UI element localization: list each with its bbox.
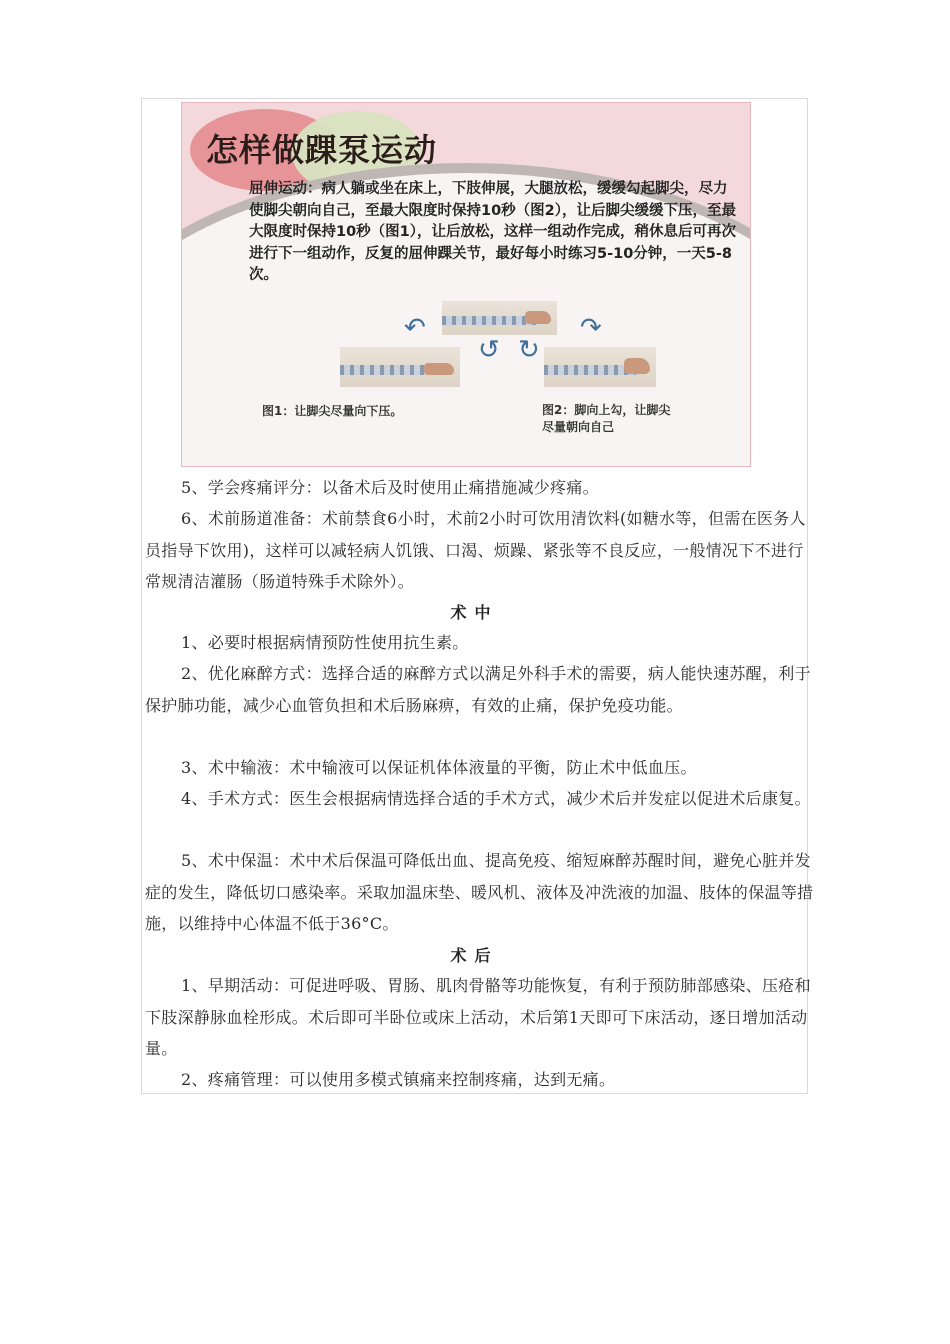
arrow-up-icon: ↺ <box>478 335 500 365</box>
poster-title: 怎样做踝泵运动 <box>206 131 438 169</box>
caption-figure-1: 图1：让脚尖尽量向下压。 <box>262 404 403 418</box>
arrow-curve-left-icon: ↶ <box>404 313 426 343</box>
caption-figure-2-line2: 尽量朝向自己 <box>542 420 615 434</box>
arrow-down-icon: ↻ <box>518 335 540 365</box>
postop-item-1: 1、早期活动：可促进呼吸、胃肠、肌肉骨骼等功能恢复，有利于预防肺部感染、压疮和下肢深静脉血栓形成。术后即可半卧位或床上活动，术后第1天即可下床活动，逐日增加活动量。 <box>145 976 811 1058</box>
preop-item-5: 5、学会疼痛评分：以备术后及时使用止痛措施减少疼痛。 <box>181 478 599 497</box>
ankle-pump-poster <box>181 102 751 467</box>
intraop-item-5: 5、术中保温：术中术后保温可降低出血、提高免疫、缩短麻醉苏醒时间，避免心脏并发症的发生，降低切口感染率。采取加温床垫、暖风机、液体及冲洗液的加温、肢体的保温等措施，以维持中心体温不低于36°C。 <box>145 851 814 933</box>
intraop-item-1: 1、必要时根据病情预防性使用抗生素。 <box>181 633 469 652</box>
photo-foot-flex <box>544 347 656 387</box>
photo-foot-up <box>442 301 557 335</box>
postop-item-2: 2、疼痛管理：可以使用多模式镇痛来控制疼痛，达到无痛。 <box>181 1070 616 1089</box>
arrow-curve-right-icon: ↷ <box>580 313 602 343</box>
section-heading-postop: 术后 <box>450 946 499 965</box>
preop-item-6: 6、术前肠道准备：术前禁食6小时，术前2小时可饮用清饮料(如糖水等，但需在医务人员指导下饮用)，这样可以减轻病人饥饿、口渴、烦躁、紧张等不良反应，一般情况下不进行常规清洁灌肠（肠道特殊手术除外）。 <box>145 509 806 591</box>
poster-instructions: 屈伸运动：病人躺或坐在床上，下肢伸展，大腿放松，缓缓勾起脚尖，尽力使脚尖朝向自己，至最大限度时保持10秒（图2），让后脚尖缓缓下压，至最大限度时保持10秒（图1），让后放松，这样一组动作完成，稍休息后可再次进行下一组动作，反复的屈伸踝关节，最好每小时练习5-10分钟，一天5-8次。 <box>249 181 737 283</box>
intraop-item-3: 3、术中输液：术中输液可以保证机体体液量的平衡，防止术中低血压。 <box>181 758 697 777</box>
intraop-item-2: 2、优化麻醉方式：选择合适的麻醉方式以满足外科手术的需要，病人能快速苏醒，利于保护肺功能，减少心血管负担和术后肠麻痹，有效的止痛，保护免疫功能。 <box>145 664 811 715</box>
photo-foot-down <box>340 347 460 387</box>
section-heading-intraop: 术中 <box>450 603 499 622</box>
caption-figure-2-line1: 图2：脚向上勾，让脚尖 <box>542 403 671 417</box>
intraop-item-4: 4、手术方式：医生会根据病情选择合适的手术方式，减少术后并发症以促进术后康复。 <box>181 789 811 808</box>
